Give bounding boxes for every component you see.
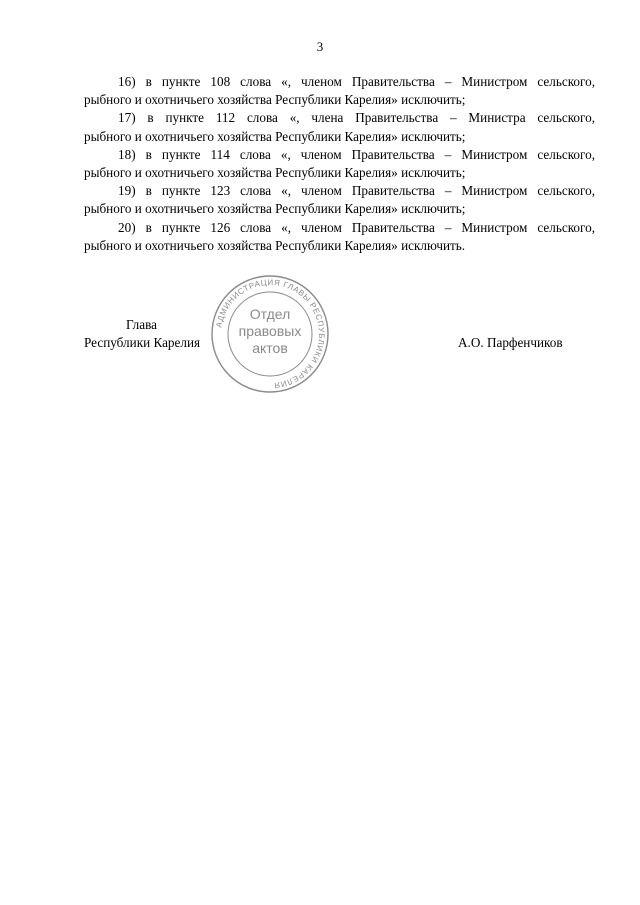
list-item-19-line1: 19) в пункте 123 слова «, членом Правительства – Министром сельского, <box>118 183 595 199</box>
list-item-17-line2: рыбного и охотничьего хозяйства Республики Карелия» исключить; <box>84 128 466 144</box>
list-item-19-line2: рыбного и охотничьего хозяйства Республики Карелия» исключить; <box>84 201 466 217</box>
signatory-position-line1: Глава <box>126 317 157 332</box>
list-item-16 <box>84 73 595 109</box>
list-item-17-line1: 17) в пункте 112 слова «, члена Правительства – Министра сельского, <box>118 110 595 126</box>
stamp-ring-text: АДМИНИСТРАЦИЯ ГЛАВЫ РЕСПУБЛИКИ КАРЕЛИЯ <box>214 277 327 390</box>
stamp-center-line3: актов <box>252 340 288 356</box>
legal-department-stamp <box>208 272 332 396</box>
list-item-20-line1: 20) в пункте 126 слова «, членом Правительства – Министром сельского, <box>118 219 595 235</box>
list-item-19 <box>84 182 595 218</box>
list-item-20 <box>84 219 595 255</box>
document-body <box>84 73 595 255</box>
list-item-16-line1: 16) в пункте 108 слова «, членом Правительства – Министром сельского, <box>118 74 595 89</box>
page-number: 3 <box>316 39 324 54</box>
list-item-20-line2: рыбного и охотничьего хозяйства Республики Карелия» исключить. <box>84 237 466 253</box>
signatory-position <box>84 316 224 352</box>
list-item-16-line2: рыбного и охотничьего хозяйства Республики Карелия» исключить; <box>84 92 466 108</box>
list-item-18-line2: рыбного и охотничьего хозяйства Республики Карелия» исключить; <box>84 165 466 181</box>
stamp-center-line2: правовых <box>238 323 302 339</box>
list-item-17 <box>84 109 595 145</box>
signatory-position-line2: Республики Карелия <box>84 335 201 351</box>
stamp-center-line1: Отдел <box>249 306 291 322</box>
list-item-18-line1: 18) в пункте 114 слова «, членом Правительства – Министром сельского, <box>118 146 595 162</box>
signatory-name: А.О. Парфенчиков <box>458 335 563 350</box>
list-item-18 <box>84 146 595 182</box>
